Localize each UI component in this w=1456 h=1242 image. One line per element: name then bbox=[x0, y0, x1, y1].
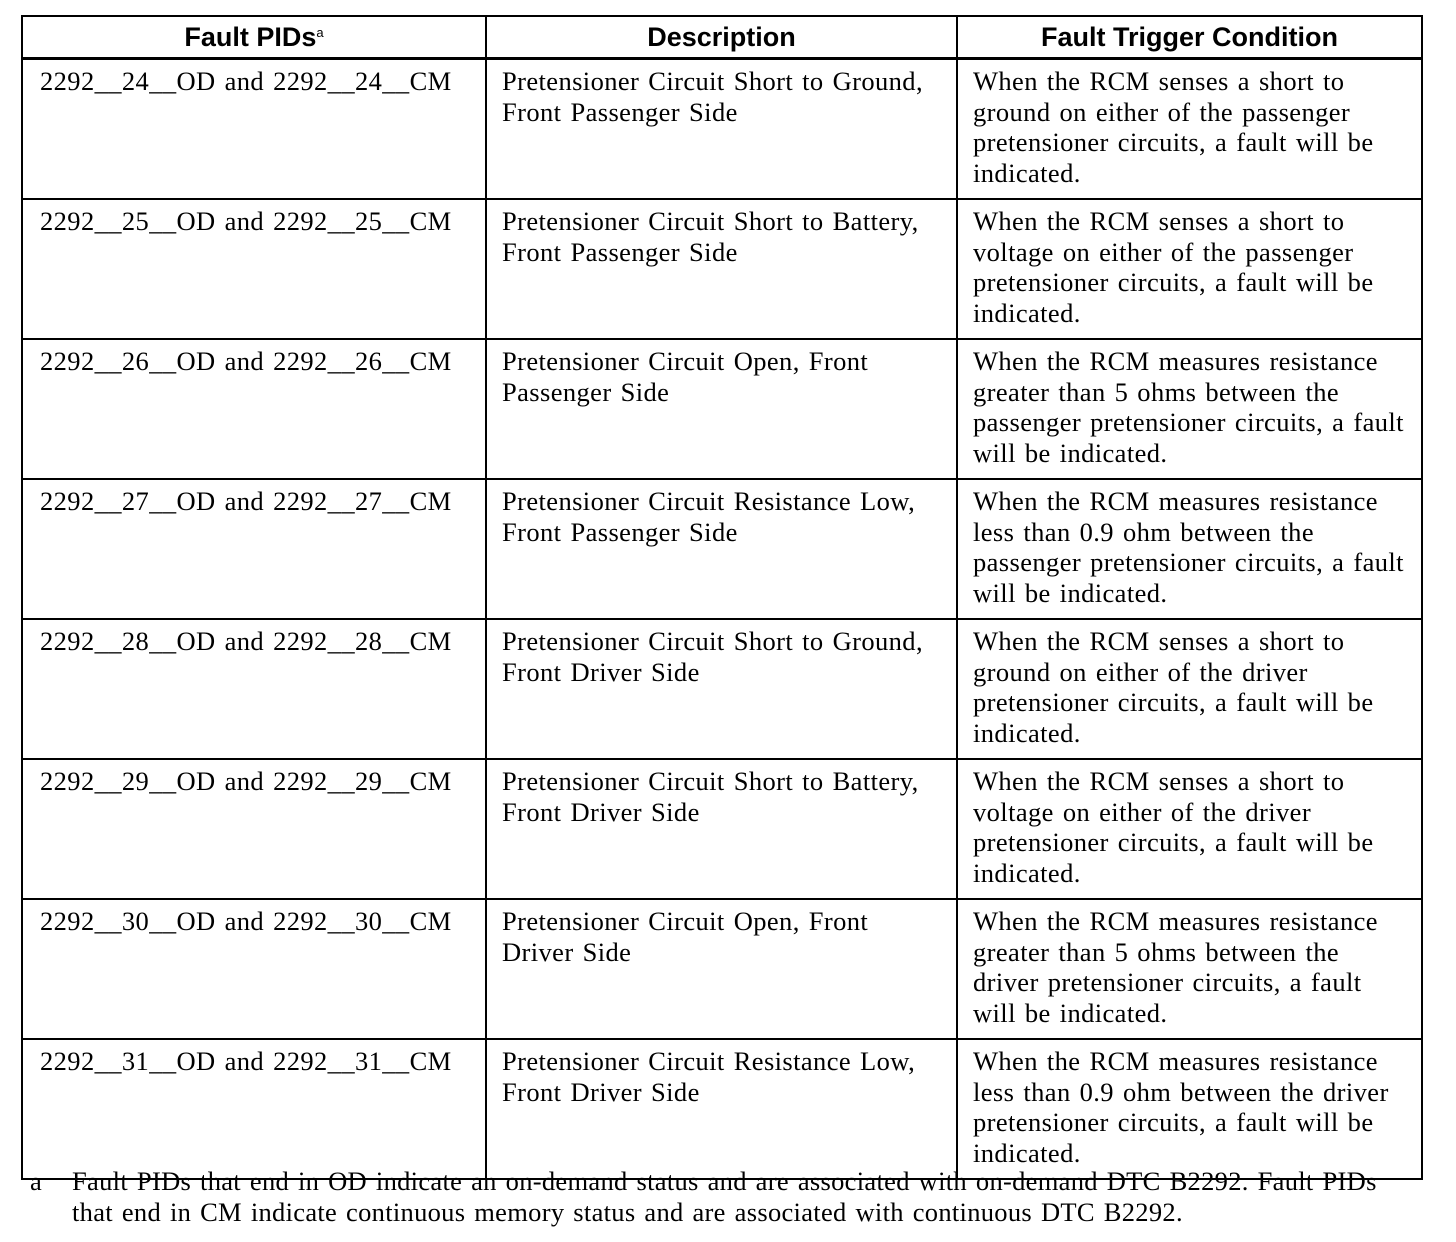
description-cell: Pretensioner Circuit Open, Front Passenger Side bbox=[486, 339, 957, 479]
header-trigger-condition: Fault Trigger Condition bbox=[957, 16, 1422, 59]
footnote-marker: a bbox=[316, 24, 324, 40]
trigger-condition-cell: When the RCM measures resistance greater than 5 ohms between the driver pretensioner circuits, a fault will be indicated. bbox=[957, 899, 1422, 1039]
table-row bbox=[22, 759, 1422, 899]
table-row bbox=[22, 619, 1422, 759]
description-cell: Pretensioner Circuit Short to Ground, Front Passenger Side bbox=[486, 59, 957, 200]
fault-pid-cell: 2292__30__OD and 2292__30__CM bbox=[22, 899, 486, 1039]
fault-pid-cell: 2292__24__OD and 2292__24__CM bbox=[22, 59, 486, 200]
fault-pid-cell: 2292__31__OD and 2292__31__CM bbox=[22, 1039, 486, 1179]
description-cell: Pretensioner Circuit Open, Front Driver Side bbox=[486, 899, 957, 1039]
trigger-condition-cell: When the RCM senses a short to ground on either of the driver pretensioner circuits, a fault will be indicated. bbox=[957, 619, 1422, 759]
trigger-condition-cell: When the RCM measures resistance less than 0.9 ohm between the passenger pretensioner circuits, a fault will be indicated. bbox=[957, 479, 1422, 619]
trigger-condition-cell: When the RCM measures resistance less than 0.9 ohm between the driver pretensioner circuits, a fault will be indicated. bbox=[957, 1039, 1422, 1179]
trigger-condition-cell: When the RCM measures resistance greater than 5 ohms between the passenger pretensioner circuits, a fault will be indicated. bbox=[957, 339, 1422, 479]
table-row bbox=[22, 199, 1422, 339]
fault-pid-cell: 2292__27__OD and 2292__27__CM bbox=[22, 479, 486, 619]
trigger-condition-cell: When the RCM senses a short to ground on either of the passenger pretensioner circuits, a fault will be indicated. bbox=[957, 59, 1422, 200]
table-footnote bbox=[30, 1166, 1390, 1228]
header-fault-pids bbox=[22, 16, 486, 59]
table-row bbox=[22, 59, 1422, 200]
header-fault-pids-label: Fault PIDs bbox=[184, 21, 317, 52]
footnote-marker-label: a bbox=[30, 1166, 43, 1196]
description-cell: Pretensioner Circuit Short to Battery, Front Driver Side bbox=[486, 759, 957, 899]
table-row bbox=[22, 479, 1422, 619]
description-cell: Pretensioner Circuit Short to Battery, Front Passenger Side bbox=[486, 199, 957, 339]
table-row bbox=[22, 1039, 1422, 1179]
fault-pid-cell: 2292__25__OD and 2292__25__CM bbox=[22, 199, 486, 339]
footnote-text: Fault PIDs that end in OD indicate an on-demand status and are associated with on-demand DTC B2292. Fault PIDs that end in CM indicate continuous memory status and are associated with continuous DTC B2292. bbox=[72, 1166, 1377, 1227]
trigger-condition-cell: When the RCM senses a short to voltage on either of the driver pretensioner circuits, a fault will be indicated. bbox=[957, 759, 1422, 899]
fault-pid-cell: 2292__28__OD and 2292__28__CM bbox=[22, 619, 486, 759]
description-cell: Pretensioner Circuit Resistance Low, Front Driver Side bbox=[486, 1039, 957, 1179]
trigger-condition-cell: When the RCM senses a short to voltage on either of the passenger pretensioner circuits, a fault will be indicated. bbox=[957, 199, 1422, 339]
header-description: Description bbox=[486, 16, 957, 59]
fault-pid-table bbox=[21, 15, 1423, 1180]
fault-pid-cell: 2292__26__OD and 2292__26__CM bbox=[22, 339, 486, 479]
description-cell: Pretensioner Circuit Resistance Low, Front Passenger Side bbox=[486, 479, 957, 619]
fault-pid-cell: 2292__29__OD and 2292__29__CM bbox=[22, 759, 486, 899]
description-cell: Pretensioner Circuit Short to Ground, Front Driver Side bbox=[486, 619, 957, 759]
table-row bbox=[22, 899, 1422, 1039]
table-header-row bbox=[22, 16, 1422, 59]
table-row bbox=[22, 339, 1422, 479]
